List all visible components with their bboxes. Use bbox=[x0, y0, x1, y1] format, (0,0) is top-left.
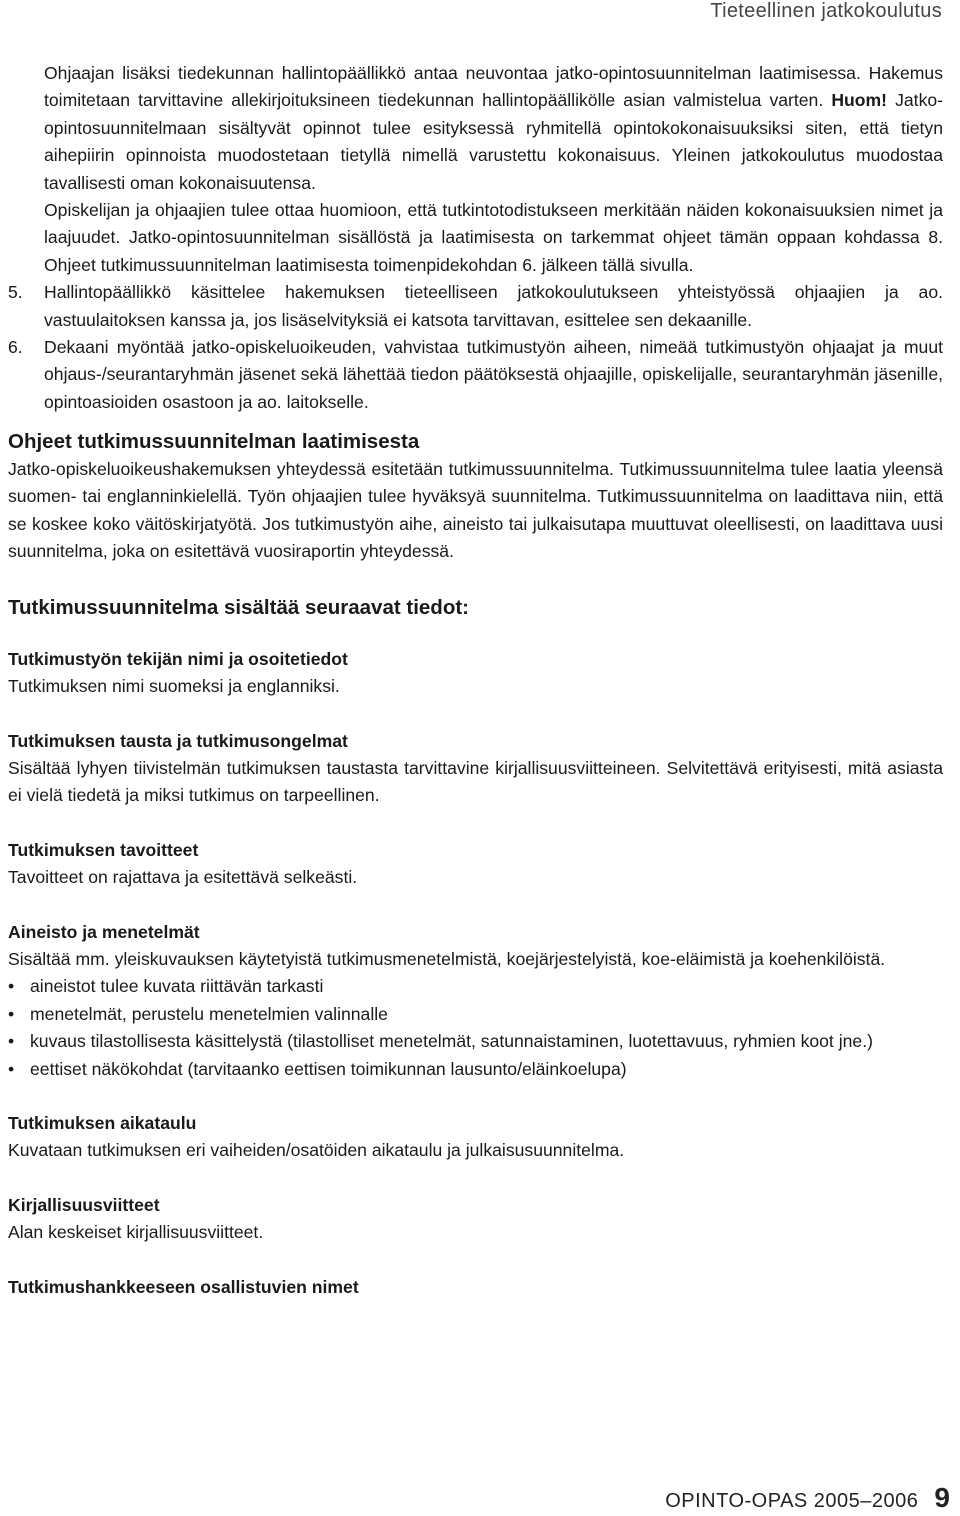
section-text: Sisältää mm. yleiskuvauksen käytetyistä tutkimusmenetelmistä, koejärjestelyistä, koe-eläimistä ja koehenkilöistä. bbox=[8, 948, 886, 969]
step-text: Dekaani myöntää jatko-opiskeluoikeuden, vahvistaa tutkimustyön aiheen, nimeää tutkimustyön ohjaajat ja muut ohjaus-/seurantaryhmän jäsenet sekä lähettää tiedon päätöksestä ohjaajille, opiskelijalle, seurantaryhmän jäsenille, opintoasioiden osastoon ja ao. laitokselle. bbox=[44, 337, 943, 412]
section-participants bbox=[8, 1274, 943, 1301]
running-header: Tieteellinen jatkokoulutus bbox=[710, 0, 942, 22]
page-number: 9 bbox=[934, 1482, 950, 1513]
section-title: Aineisto ja menetelmät bbox=[8, 921, 200, 942]
section-title: Tutkimustyön tekijän nimi ja osoitetiedot bbox=[8, 648, 348, 669]
section-background bbox=[8, 728, 943, 810]
step-number: 5. bbox=[8, 282, 23, 303]
methods-bullet-list bbox=[8, 973, 943, 1083]
footer-title: OPINTO-OPAS 2005–2006 bbox=[665, 1490, 919, 1512]
bullet-icon: • bbox=[8, 1031, 15, 1052]
section-title: Tutkimuksen tavoitteet bbox=[8, 839, 199, 860]
huom-label: Huom! bbox=[831, 90, 888, 111]
intro-paragraph-1 bbox=[44, 60, 943, 197]
section-text: Sisältää lyhyen tiivistelmän tutkimuksen taustasta tarvittavine kirjallisuusviitteineen. Selvitettävä erityisesti, mitä asiasta ei vielä tiedetä ja miksi tutkimus on tarpeellinen. bbox=[8, 757, 943, 806]
bullet-text: menetelmät, perustelu menetelmien valinnalle bbox=[30, 1003, 388, 1024]
contents-heading: Tutkimussuunnitelma sisältää seuraavat tiedot: bbox=[8, 596, 469, 620]
section-schedule bbox=[8, 1110, 943, 1165]
section-goals bbox=[8, 837, 943, 892]
section-author bbox=[8, 646, 943, 701]
step-number: 6. bbox=[8, 337, 23, 358]
bullet-text: aineistot tulee kuvata riittävän tarkasti bbox=[30, 976, 324, 997]
page-content bbox=[8, 60, 943, 1328]
section-text: Tutkimuksen nimi suomeksi ja englanniksi. bbox=[8, 676, 340, 697]
section-methods bbox=[8, 919, 943, 1083]
list-item bbox=[8, 1028, 943, 1055]
section-text: Kuvataan tutkimuksen eri vaiheiden/osatöiden aikataulu ja julkaisusuunnitelma. bbox=[8, 1140, 625, 1161]
list-item bbox=[8, 1056, 943, 1083]
section-text: Alan keskeiset kirjallisuusviitteet. bbox=[8, 1222, 264, 1243]
bullet-text: eettiset näkökohdat (tarvitaanko eettisen toimikunnan lausunto/eläinkoelupa) bbox=[30, 1058, 627, 1079]
bullet-text: kuvaus tilastollisesta käsittelystä (tilastolliset menetelmät, satunnaistaminen, luotettavuus, ryhmien koot jne.) bbox=[30, 1031, 873, 1052]
guide-heading: Ohjeet tutkimussuunnitelman laatimisesta bbox=[8, 430, 420, 454]
section-title: Tutkimuksen aikataulu bbox=[8, 1113, 197, 1133]
step-6 bbox=[8, 334, 943, 416]
intro-block bbox=[8, 60, 943, 279]
section-title: Kirjallisuusviitteet bbox=[8, 1194, 160, 1215]
step-5 bbox=[8, 279, 943, 334]
list-item bbox=[8, 1001, 943, 1028]
intro-paragraph-2: Opiskelijan ja ohjaajien tulee ottaa huomioon, että tutkintotodistukseen merkitään näiden kokonaisuuksien nimet ja laajuudet. Jatko-opintosuunnitelman sisällöstä ja laatimisesta on tarkemmat ohjeet tämän oppaan kohdassa 8. Ohjeet tutkimussuunnitelman laatimisesta toimenpidekohdan 6. jälkeen tällä sivulla. bbox=[44, 200, 943, 275]
step-text: Hallintopäällikkö käsittelee hakemuksen tieteelliseen jatkokoulutukseen yhteistyössä ohjaajien ja ao. vastuulaitoksen kanssa ja, jos lisäselvityksiä ei katsota tarvittavan, esittelee sen dekaanille. bbox=[44, 282, 943, 330]
section-references bbox=[8, 1192, 943, 1247]
section-text: Tavoitteet on rajattava ja esitettävä selkeästi. bbox=[8, 867, 358, 888]
bullet-icon: • bbox=[8, 976, 15, 997]
section-title: Tutkimushankkeeseen osallistuvien nimet bbox=[8, 1276, 359, 1297]
guide-text: Jatko-opiskeluoikeushakemuksen yhteydessä esitetään tutkimussuunnitelma. Tutkimussuunnitelma tulee laatia yleensä suomen- tai englanninkielellä. Työn ohjaajien tulee hyväksyä suunnitelma. Tutkimussuunnitelma on laadittava niin, että se koskee koko väitöskirjatyötä. Jos tutkimustyön aihe, aineisto tai julkaisutapa muuttuvat oleellisesti, on laadittava uusi suunnitelma, joka on esitettävä vuosiraportin yhteydessä. bbox=[8, 458, 943, 561]
intro-text-1: Ohjaajan lisäksi tiedekunnan hallintopäällikkö antaa neuvontaa jatko-opintosuunnitelman laatimisessa. Hakemus toimitetaan tarvittavine allekirjoituksineen tiedekunnan hallintopäällikölle asian valmistelua varten. bbox=[44, 63, 943, 111]
intro-text-1-rest: Jatko-opintosuunnitelmaan sisältyvät opinnot tulee esityksessä ryhmitellä opintokokonaisuuksiksi siten, että tietyn aihepiirin opinnoista muodostetaan tietyllä nimellä varustettu kokonaisuus. Yleinen jatkokoulutus muodostaa tavallisesti oman kokonaisuutensa. bbox=[44, 90, 944, 193]
bullet-icon: • bbox=[8, 1058, 15, 1079]
bullet-icon: • bbox=[8, 1003, 15, 1024]
page-footer bbox=[665, 1482, 950, 1514]
list-item bbox=[8, 973, 943, 1000]
section-title: Tutkimuksen tausta ja tutkimusongelmat bbox=[8, 730, 348, 751]
